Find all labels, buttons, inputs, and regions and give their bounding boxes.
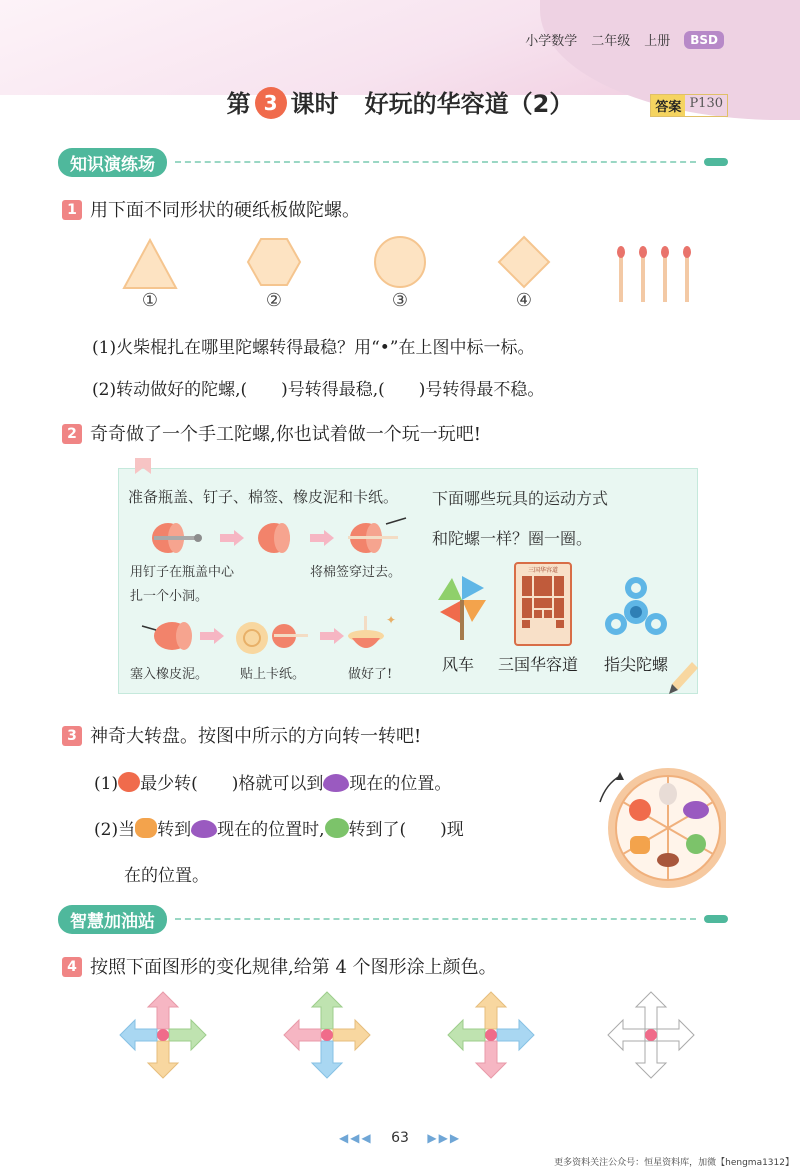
step-arrow-icon (200, 628, 224, 644)
answer-label: 答案 (651, 95, 685, 116)
cross-arrow-figure-3 (446, 990, 536, 1080)
svg-text:✦: ✦ (386, 613, 397, 627)
question-1 (62, 196, 360, 222)
huarong-puzzle-icon[interactable] (514, 562, 572, 646)
step-arrow-icon (320, 628, 344, 644)
hexagon-card-icon[interactable] (246, 236, 302, 288)
clay-filled-cap-icon (142, 622, 192, 650)
shape-label-2: ② (265, 290, 283, 311)
pinwheel-icon[interactable] (432, 572, 492, 642)
triangle-card-icon[interactable] (120, 236, 180, 292)
section-divider (175, 161, 696, 163)
shape-label-1: ① (141, 290, 159, 311)
broccoli-icon (686, 834, 706, 854)
section-wisdom-title: 智慧加油站 (58, 905, 167, 934)
step-arrow-icon (310, 530, 334, 546)
cross-arrow-figure-1 (118, 990, 208, 1080)
question-1-sub-1: (1)火柴棍扎在哪里陀螺转得最稳？用“•”在上图中标一标。 (92, 338, 535, 358)
craft-step-1a: 用钉子在瓶盖中心 (130, 565, 235, 580)
question-3-text: 神奇大转盘。按图中所示的方向转一转吧! (90, 726, 422, 747)
pepper-icon (630, 836, 650, 854)
bottle-cap-nail-icon (152, 523, 202, 553)
page-footer (0, 1130, 800, 1146)
tomato-icon (629, 799, 651, 821)
section-divider (175, 918, 696, 920)
diamond-card-icon[interactable] (496, 234, 552, 290)
shape-label-3: ③ (391, 290, 409, 311)
toy-label-huarong: 三国华容道 (498, 655, 579, 674)
question-1-text: 用下面不同形状的硬纸板做陀螺。 (90, 200, 360, 221)
question-2 (62, 420, 481, 446)
toy-question-line-2: 和陀螺一样？圈一圈。 (432, 529, 593, 548)
question-3-sub-2-cont: 在的位置。 (124, 866, 209, 886)
step-arrow-icon (220, 530, 244, 546)
craft-step-5: 做好了! (348, 667, 393, 682)
pencil-icon (668, 660, 698, 696)
grade-label: 二年级 (591, 34, 631, 49)
prev-arrows-icon: ◀◀◀ (338, 1131, 373, 1145)
circle-card-icon[interactable] (372, 234, 428, 290)
section-practice-title: 知识演练场 (58, 148, 167, 177)
volume-label: 上册 (644, 34, 671, 49)
rotation-arrow-icon (616, 772, 624, 780)
toy-question-line-1: 下面哪些玩具的运动方式 (432, 489, 609, 508)
eggplant-icon (323, 774, 349, 792)
garlic-icon (659, 783, 677, 805)
tomato-icon (118, 772, 140, 792)
question-1-number: 1 (62, 200, 82, 220)
question-2-number: 2 (62, 424, 82, 444)
question-4 (62, 953, 497, 979)
broccoli-icon (325, 818, 349, 838)
lesson-prefix: 第 (226, 90, 251, 118)
toy-label-pinwheel: 风车 (442, 655, 475, 674)
bottle-cap-swab-icon (348, 518, 406, 553)
question-4-text: 按照下面图形的变化规律,给第 4 个图形涂上颜色。 (90, 957, 497, 978)
eggplant-icon (191, 820, 217, 838)
pepper-icon (135, 818, 157, 838)
section-wisdom (58, 905, 728, 933)
lesson-suffix: 课时 (290, 90, 339, 118)
puzzle-title-text: 三国华容道 (527, 567, 559, 574)
question-3 (62, 722, 421, 748)
toy-label-spinner: 指尖陀螺 (604, 655, 669, 674)
question-1-sub-2[interactable]: (2)转动做好的陀螺,( )号转得最稳,( )号转得最不稳。 (92, 380, 545, 400)
page-number: 63 (391, 1130, 409, 1146)
craft-step-3: 塞入橡皮泥。 (130, 667, 209, 682)
mushroom-icon (657, 853, 679, 867)
bookmark-icon (134, 458, 152, 474)
edition-badge: BSD (684, 31, 724, 49)
cross-arrow-figure-4-blank[interactable] (606, 990, 696, 1080)
header-tags (525, 30, 724, 49)
finished-top-icon (348, 613, 396, 648)
eggplant-icon (683, 801, 709, 819)
section-practice (58, 148, 728, 176)
answer-reference (650, 94, 728, 117)
question-3-sub-2[interactable]: (2)当 转到 现在的位置时, 转到了( )现 (94, 820, 464, 840)
answer-page: P130 (689, 96, 723, 111)
watermark-text: 更多资料关注公众号：恒星资料库，加微【hengma1312】 (554, 1158, 794, 1168)
craft-steps-row-2 (134, 612, 424, 662)
shape-label-4: ④ (515, 290, 533, 311)
pencil-tip-icon (704, 158, 728, 166)
spinning-wheel-icon[interactable] (586, 762, 726, 890)
question-3-sub-1[interactable]: (1) 最少转( )格就可以到 现在的位置。 (94, 774, 452, 794)
craft-step-2: 将棉签穿过去。 (310, 565, 402, 580)
bottle-cap-icon (258, 523, 290, 553)
question-3-number: 3 (62, 726, 82, 746)
craft-materials: 准备瓶盖、钉子、棉签、橡皮泥和卡纸。 (128, 488, 399, 506)
lesson-number-badge: 3 (255, 87, 287, 119)
craft-steps-row-1 (134, 514, 424, 562)
matchsticks-icon (612, 244, 702, 304)
next-arrows-icon: ▶▶▶ (427, 1131, 462, 1145)
subject-label: 小学数学 (525, 34, 578, 49)
question-4-number: 4 (62, 957, 82, 977)
lesson-name: 好玩的华容道（2） (364, 90, 574, 118)
fidget-spinner-icon[interactable] (604, 576, 668, 638)
cross-arrow-figure-2 (282, 990, 372, 1080)
pencil-tip-icon (704, 915, 728, 923)
question-2-text: 奇奇做了一个手工陀螺,你也试着做一个玩一玩吧! (90, 424, 481, 445)
craft-step-4: 贴上卡纸。 (240, 667, 306, 682)
paper-disc-icon (236, 622, 308, 654)
craft-step-1b: 扎一个小洞。 (130, 589, 209, 604)
